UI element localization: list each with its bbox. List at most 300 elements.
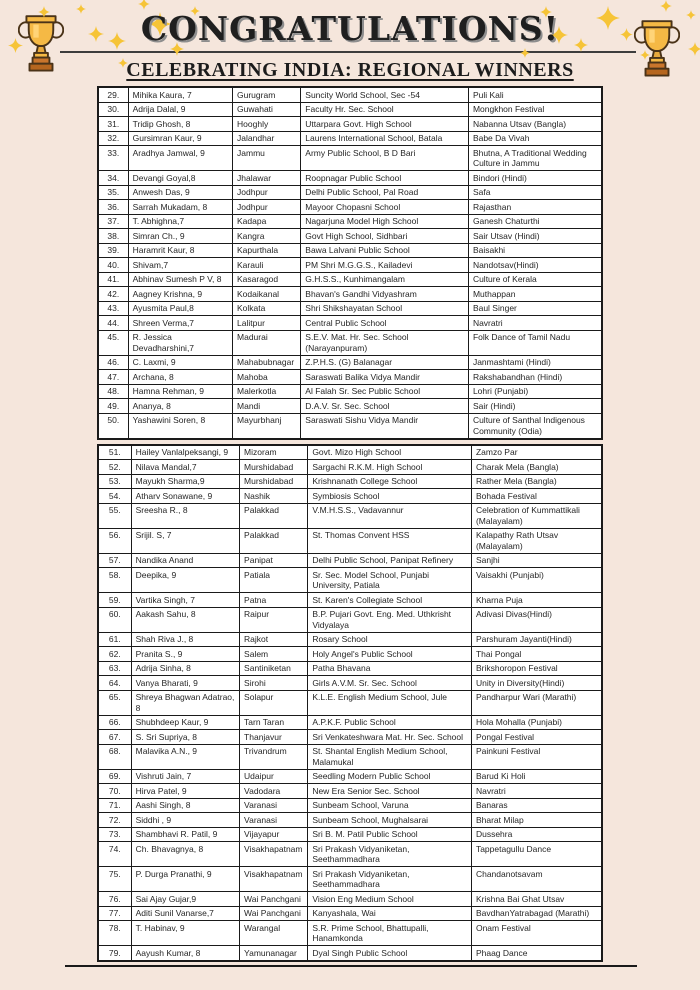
cell-city: Salem — [240, 647, 308, 662]
cell-name: Vishruti Jain, 7 — [131, 769, 239, 784]
cell-festival: Rajasthan — [468, 200, 602, 215]
cell-festival: Tappetagullu Dance — [471, 842, 602, 867]
cell-school: Saraswati Sishu Vidya Mandir — [301, 413, 469, 439]
cell-name: Yashawini Soren, 8 — [128, 413, 232, 439]
cell-festival: Bhutna, A Traditional Wedding Culture in Jammu — [468, 146, 602, 171]
cell-name: Archana, 8 — [128, 370, 232, 385]
table-row — [98, 607, 602, 632]
cell-name: Nandika Anand — [131, 553, 239, 568]
table-row — [98, 102, 602, 117]
cell-school: Shri Shikshayatan School — [301, 301, 469, 316]
cell-name: Atharv Sonawane, 9 — [131, 489, 239, 504]
page-title: CONGRATULATIONS! — [140, 9, 560, 48]
cell-festival: Dussehra — [471, 827, 602, 842]
cell-no: 60. — [98, 607, 131, 632]
cell-city: Mahabubnagar — [233, 355, 301, 370]
cell-school: St. Shantal English Medium School, Malamukal — [308, 744, 472, 769]
cell-name: Anwesh Das, 9 — [128, 185, 232, 200]
cell-school: Girls A.V.M. Sr. Sec. School — [308, 676, 472, 691]
cell-city: Nashik — [240, 489, 308, 504]
table-row — [98, 200, 602, 215]
cell-name: Sarrah Mukadam, 8 — [128, 200, 232, 215]
cell-school: New Era Senior Sec. School — [308, 784, 472, 799]
cell-city: Karauli — [233, 258, 301, 273]
cell-name: Hirva Patel, 9 — [131, 784, 239, 799]
cell-name: Vartika Singh, 7 — [131, 593, 239, 608]
cell-no: 41. — [98, 272, 128, 287]
cell-festival: Navratri — [471, 784, 602, 799]
cell-festival: Culture of Santhal Indigenous Community (Odia) — [468, 413, 602, 439]
header-divider-line — [60, 51, 636, 53]
cell-school: Bhavan's Gandhi Vidyashram — [301, 287, 469, 302]
cell-festival: Hola Mohalla (Punjabi) — [471, 715, 602, 730]
table-row — [98, 647, 602, 662]
cell-festival: Babe Da Vivah — [468, 131, 602, 146]
cell-no: 37. — [98, 214, 128, 229]
cell-city: Sirohi — [240, 676, 308, 691]
cell-city: Mayurbhanj — [233, 413, 301, 439]
cell-city: Jodhpur — [233, 200, 301, 215]
table-row — [98, 474, 602, 489]
cell-name: Shah Riva J., 8 — [131, 632, 239, 647]
cell-name: Ch. Bhavagnya, 8 — [131, 842, 239, 867]
table-row — [98, 593, 602, 608]
cell-school: Sri Prakash Vidyaniketan, Seethammadhara — [308, 867, 472, 892]
cell-festival: Bindori (Hindi) — [468, 171, 602, 186]
cell-festival: Banaras — [471, 798, 602, 813]
cell-city: Varanasi — [240, 798, 308, 813]
cell-school: D.A.V. Sr. Sec. School — [301, 399, 469, 414]
cell-city: Yamunanagar — [240, 946, 308, 961]
cell-festival: Folk Dance of Tamil Nadu — [468, 330, 602, 355]
cell-city: Kasaragod — [233, 272, 301, 287]
cell-no: 33. — [98, 146, 128, 171]
table-row — [98, 460, 602, 475]
cell-no: 58. — [98, 568, 131, 593]
cell-festival: Thai Pongal — [471, 647, 602, 662]
table-row — [98, 690, 602, 715]
cell-no: 47. — [98, 370, 128, 385]
cell-name: Nilava Mandal,7 — [131, 460, 239, 475]
cell-name: S. Sri Supriya, 8 — [131, 730, 239, 745]
cell-no: 75. — [98, 867, 131, 892]
cell-name: Malavika A.N., 9 — [131, 744, 239, 769]
cell-no: 34. — [98, 171, 128, 186]
cell-festival: Pongal Festival — [471, 730, 602, 745]
cell-name: Gursimran Kaur, 9 — [128, 131, 232, 146]
cell-name: Srijil. S, 7 — [131, 528, 239, 553]
table-row — [98, 171, 602, 186]
cell-school: Delhi Public School, Pal Road — [301, 185, 469, 200]
cell-school: Seedling Modern Public School — [308, 769, 472, 784]
table-row — [98, 798, 602, 813]
cell-school: Rosary School — [308, 632, 472, 647]
cell-name: Shivam,7 — [128, 258, 232, 273]
table-row — [98, 715, 602, 730]
cell-name: Hailey Vanlalpeksangi, 9 — [131, 445, 239, 460]
table-row — [98, 827, 602, 842]
cell-festival: Kalapathy Rath Utsav (Malayalam) — [471, 528, 602, 553]
cell-no: 73. — [98, 827, 131, 842]
table-row — [98, 399, 602, 414]
cell-name: Aayush Kumar, 8 — [131, 946, 239, 961]
cell-school: S.E.V. Mat. Hr. Sec. School (Narayanpuram) — [301, 330, 469, 355]
cell-no: 30. — [98, 102, 128, 117]
cell-school: Holy Angel's Public School — [308, 647, 472, 662]
cell-no: 57. — [98, 553, 131, 568]
cell-festival: Bohada Festival — [471, 489, 602, 504]
cell-no: 79. — [98, 946, 131, 961]
cell-no: 68. — [98, 744, 131, 769]
cell-city: Jhalawar — [233, 171, 301, 186]
cell-city: Warangal — [240, 921, 308, 946]
cell-festival: Vaisakhi (Punjabi) — [471, 568, 602, 593]
cell-school: Sunbeam School, Varuna — [308, 798, 472, 813]
cell-name: Sai Ajay Gujar,9 — [131, 892, 239, 907]
cell-school: Krishnanath College School — [308, 474, 472, 489]
cell-festival: Muthappan — [468, 287, 602, 302]
cell-no: 32. — [98, 131, 128, 146]
cell-city: Mandi — [233, 399, 301, 414]
cell-festival: Sair Utsav (Hindi) — [468, 229, 602, 244]
cell-no: 52. — [98, 460, 131, 475]
cell-festival: Charak Mela (Bangla) — [471, 460, 602, 475]
cell-city: Kodaikanal — [233, 287, 301, 302]
cell-no: 62. — [98, 647, 131, 662]
cell-school: Govt High School, Sidhbari — [301, 229, 469, 244]
cell-school: Vision Eng Medium School — [308, 892, 472, 907]
table-row — [98, 867, 602, 892]
cell-no: 72. — [98, 813, 131, 828]
cell-festival: Culture of Kerala — [468, 272, 602, 287]
cell-name: Simran Ch., 9 — [128, 229, 232, 244]
cell-city: Gurugram — [233, 87, 301, 102]
cell-city: Udaipur — [240, 769, 308, 784]
cell-name: Sreesha R., 8 — [131, 503, 239, 528]
table-row — [98, 384, 602, 399]
cell-school: Uttarpara Govt. High School — [301, 117, 469, 132]
table-row — [98, 784, 602, 799]
cell-no: 71. — [98, 798, 131, 813]
cell-name: Aagney Krishna, 9 — [128, 287, 232, 302]
cell-name: T. Abhighna,7 — [128, 214, 232, 229]
cell-school: Patha Bhavana — [308, 661, 472, 676]
cell-no: 29. — [98, 87, 128, 102]
cell-city: Varanasi — [240, 813, 308, 828]
cell-city: Visakhapatnam — [240, 842, 308, 867]
cell-festival: Brikshoropon Festival — [471, 661, 602, 676]
cell-festival: Onam Festival — [471, 921, 602, 946]
cell-no: 48. — [98, 384, 128, 399]
cell-name: Shreya Bhagwan Adatrao, 8 — [131, 690, 239, 715]
cell-no: 63. — [98, 661, 131, 676]
cell-city: Visakhapatnam — [240, 867, 308, 892]
cell-name: Siddhi , 9 — [131, 813, 239, 828]
page-header — [0, 0, 700, 86]
table-row — [98, 185, 602, 200]
cell-school: S.R. Prime School, Bhattupalli, Hanamkonda — [308, 921, 472, 946]
cell-school: V.M.H.S.S., Vadavannur — [308, 503, 472, 528]
cell-city: Mahoba — [233, 370, 301, 385]
cell-school: Sri Venkateshwara Mat. Hr. Sec. School — [308, 730, 472, 745]
cell-no: 69. — [98, 769, 131, 784]
cell-school: B.P. Pujari Govt. Eng. Med. Uthkrisht Vidyalaya — [308, 607, 472, 632]
cell-name: Adrija Dalal, 9 — [128, 102, 232, 117]
cell-festival: Pandharpur Wari (Marathi) — [471, 690, 602, 715]
cell-no: 38. — [98, 229, 128, 244]
cell-festival: Sair (Hindi) — [468, 399, 602, 414]
cell-no: 31. — [98, 117, 128, 132]
cell-festival: Mongkhon Festival — [468, 102, 602, 117]
cell-city: Palakkad — [240, 528, 308, 553]
cell-city: Patna — [240, 593, 308, 608]
cell-festival: Kharna Puja — [471, 593, 602, 608]
cell-festival: Zamzo Par — [471, 445, 602, 460]
table-row — [98, 503, 602, 528]
cell-school: Sri Prakash Vidyaniketan, Seethammadhara — [308, 842, 472, 867]
cell-school: G.H.S.S., Kunhimangalam — [301, 272, 469, 287]
cell-name: Pranita S., 9 — [131, 647, 239, 662]
table-row — [98, 370, 602, 385]
table-row — [98, 413, 602, 439]
table-row — [98, 676, 602, 691]
cell-festival: Painkuni Festival — [471, 744, 602, 769]
cell-no: 67. — [98, 730, 131, 745]
cell-name: Tridip Ghosh, 8 — [128, 117, 232, 132]
table-row — [98, 272, 602, 287]
cell-city: Raipur — [240, 607, 308, 632]
cell-city: Murshidabad — [240, 474, 308, 489]
cell-name: Aakash Sahu, 8 — [131, 607, 239, 632]
cell-no: 53. — [98, 474, 131, 489]
cell-festival: BavdhanYatrabagad (Marathi) — [471, 906, 602, 921]
table-row — [98, 744, 602, 769]
cell-city: Jammu — [233, 146, 301, 171]
cell-name: Hamna Rehman, 9 — [128, 384, 232, 399]
cell-name: Mihika Kaura, 7 — [128, 87, 232, 102]
table-row — [98, 632, 602, 647]
cell-no: 59. — [98, 593, 131, 608]
footer-divider-line — [65, 965, 637, 967]
table-row — [98, 301, 602, 316]
cell-city: Vijayapur — [240, 827, 308, 842]
cell-city: Lalitpur — [233, 316, 301, 331]
cell-name: Devangi Goyal,8 — [128, 171, 232, 186]
winners-table-29-50 — [97, 86, 603, 440]
cell-city: Rajkot — [240, 632, 308, 647]
winners-table-51-79 — [97, 444, 603, 962]
cell-no: 78. — [98, 921, 131, 946]
cell-festival: Janmashtami (Hindi) — [468, 355, 602, 370]
table-row — [98, 117, 602, 132]
cell-name: Aditi Sunil Vanarse,7 — [131, 906, 239, 921]
cell-school: Sri B. M. Patil Public School — [308, 827, 472, 842]
cell-school: Symbiosis School — [308, 489, 472, 504]
table-row — [98, 921, 602, 946]
table-row — [98, 946, 602, 961]
cell-no: 55. — [98, 503, 131, 528]
cell-name: Aradhya Jamwal, 9 — [128, 146, 232, 171]
cell-festival: Celebration of Kummattikali (Malayalam) — [471, 503, 602, 528]
cell-school: Sr. Sec. Model School, Punjabi University, Patiala — [308, 568, 472, 593]
table-row — [98, 730, 602, 745]
cell-name: Adrija Sinha, 8 — [131, 661, 239, 676]
cell-city: Kadapa — [233, 214, 301, 229]
table-row — [98, 842, 602, 867]
cell-no: 36. — [98, 200, 128, 215]
cell-city: Kolkata — [233, 301, 301, 316]
winners-tables — [0, 86, 700, 962]
cell-no: 40. — [98, 258, 128, 273]
cell-festival: Safa — [468, 185, 602, 200]
cell-city: Panipat — [240, 553, 308, 568]
cell-no: 42. — [98, 287, 128, 302]
cell-festival: Bharat Milap — [471, 813, 602, 828]
cell-city: Patiala — [240, 568, 308, 593]
table-row — [98, 131, 602, 146]
cell-no: 74. — [98, 842, 131, 867]
cell-city: Guwahati — [233, 102, 301, 117]
cell-school: Dyal Singh Public School — [308, 946, 472, 961]
cell-no: 77. — [98, 906, 131, 921]
cell-school: Nagarjuna Model High School — [301, 214, 469, 229]
cell-city: Jalandhar — [233, 131, 301, 146]
table-row — [98, 661, 602, 676]
cell-name: C. Laxmi, 9 — [128, 355, 232, 370]
cell-no: 64. — [98, 676, 131, 691]
cell-no: 70. — [98, 784, 131, 799]
cell-city: Jodhpur — [233, 185, 301, 200]
cell-festival: Navratri — [468, 316, 602, 331]
cell-festival: Baul Singer — [468, 301, 602, 316]
cell-city: Santiniketan — [240, 661, 308, 676]
cell-city: Kangra — [233, 229, 301, 244]
table-row — [98, 906, 602, 921]
cell-school: Army Public School, B D Bari — [301, 146, 469, 171]
cell-city: Kapurthala — [233, 243, 301, 258]
cell-festival: Baisakhi — [468, 243, 602, 258]
cell-no: 39. — [98, 243, 128, 258]
cell-school: PM Shri M.G.G.S., Kailadevi — [301, 258, 469, 273]
table-row — [98, 813, 602, 828]
cell-school: Laurens International School, Batala — [301, 131, 469, 146]
cell-school: K.L.E. English Medium School, Jule — [308, 690, 472, 715]
cell-city: Wai Panchgani — [240, 892, 308, 907]
cell-city: Murshidabad — [240, 460, 308, 475]
cell-no: 66. — [98, 715, 131, 730]
cell-school: Sunbeam School, Mughalsarai — [308, 813, 472, 828]
cell-school: Al Falah Sr. Sec Public School — [301, 384, 469, 399]
cell-name: T. Habinav, 9 — [131, 921, 239, 946]
cell-school: Faculty Hr. Sec. School — [301, 102, 469, 117]
cell-school: Delhi Public School, Panipat Refinery — [308, 553, 472, 568]
cell-school: A.P.K.F. Public School — [308, 715, 472, 730]
cell-name: Vanya Bharati, 9 — [131, 676, 239, 691]
table-row — [98, 355, 602, 370]
cell-school: Mayoor Chopasni School — [301, 200, 469, 215]
cell-city: Palakkad — [240, 503, 308, 528]
cell-no: 43. — [98, 301, 128, 316]
cell-city: Hooghly — [233, 117, 301, 132]
cell-school: St. Thomas Convent HSS — [308, 528, 472, 553]
cell-name: Ananya, 8 — [128, 399, 232, 414]
cell-school: Suncity World School, Sec -54 — [301, 87, 469, 102]
cell-name: Deepika, 9 — [131, 568, 239, 593]
cell-no: 61. — [98, 632, 131, 647]
table-row — [98, 330, 602, 355]
cell-no: 44. — [98, 316, 128, 331]
cell-name: Shreen Verma,7 — [128, 316, 232, 331]
cell-name: R. Jessica Devadharshini,7 — [128, 330, 232, 355]
table-row — [98, 258, 602, 273]
cell-festival: Lohri (Punjabi) — [468, 384, 602, 399]
cell-school: Bawa Lalvani Public School — [301, 243, 469, 258]
cell-festival: Nandotsav(Hindi) — [468, 258, 602, 273]
cell-city: Trivandrum — [240, 744, 308, 769]
table-row — [98, 528, 602, 553]
table-row — [98, 445, 602, 460]
cell-school: Kanyashala, Wai — [308, 906, 472, 921]
cell-city: Wai Panchgani — [240, 906, 308, 921]
cell-festival: Nabanna Utsav (Bangla) — [468, 117, 602, 132]
cell-festival: Puli Kali — [468, 87, 602, 102]
cell-festival: Barud Ki Holi — [471, 769, 602, 784]
cell-festival: Sanjhi — [471, 553, 602, 568]
cell-no: 35. — [98, 185, 128, 200]
table-row — [98, 553, 602, 568]
table-row — [98, 568, 602, 593]
table-row — [98, 243, 602, 258]
cell-festival: Ganesh Chaturthi — [468, 214, 602, 229]
table-row — [98, 146, 602, 171]
cell-festival: Krishna Bai Ghat Utsav — [471, 892, 602, 907]
cell-no: 50. — [98, 413, 128, 439]
cell-name: Haramrit Kaur, 8 — [128, 243, 232, 258]
cell-school: St. Karen's Collegiate School — [308, 593, 472, 608]
cell-name: Shambhavi R. Patil, 9 — [131, 827, 239, 842]
cell-school: Roopnagar Public School — [301, 171, 469, 186]
table-row — [98, 489, 602, 504]
cell-festival: Parshuram Jayanti(Hindi) — [471, 632, 602, 647]
cell-festival: Rakshabandhan (Hindi) — [468, 370, 602, 385]
cell-name: Aashi Singh, 8 — [131, 798, 239, 813]
cell-no: 46. — [98, 355, 128, 370]
table-row — [98, 214, 602, 229]
table-row — [98, 229, 602, 244]
cell-no: 54. — [98, 489, 131, 504]
cell-city: Vadodara — [240, 784, 308, 799]
cell-city: Thanjavur — [240, 730, 308, 745]
page-subtitle: CELEBRATING INDIA: REGIONAL WINNERS — [126, 59, 574, 81]
cell-festival: Rather Mela (Bangla) — [471, 474, 602, 489]
cell-city: Madurai — [233, 330, 301, 355]
sparkle-icon — [520, 48, 530, 58]
cell-city: Malerkotla — [233, 384, 301, 399]
cell-city: Solapur — [240, 690, 308, 715]
cell-festival: Phaag Dance — [471, 946, 602, 961]
cell-festival: Unity in Diversity(Hindi) — [471, 676, 602, 691]
cell-no: 56. — [98, 528, 131, 553]
cell-city: Tarn Taran — [240, 715, 308, 730]
cell-festival: Chandanotsavam — [471, 867, 602, 892]
table-row — [98, 892, 602, 907]
cell-no: 51. — [98, 445, 131, 460]
table-row — [98, 769, 602, 784]
cell-school: Govt. Mizo High School — [308, 445, 472, 460]
cell-no: 76. — [98, 892, 131, 907]
table-row — [98, 87, 602, 102]
cell-name: Ayusmita Paul,8 — [128, 301, 232, 316]
